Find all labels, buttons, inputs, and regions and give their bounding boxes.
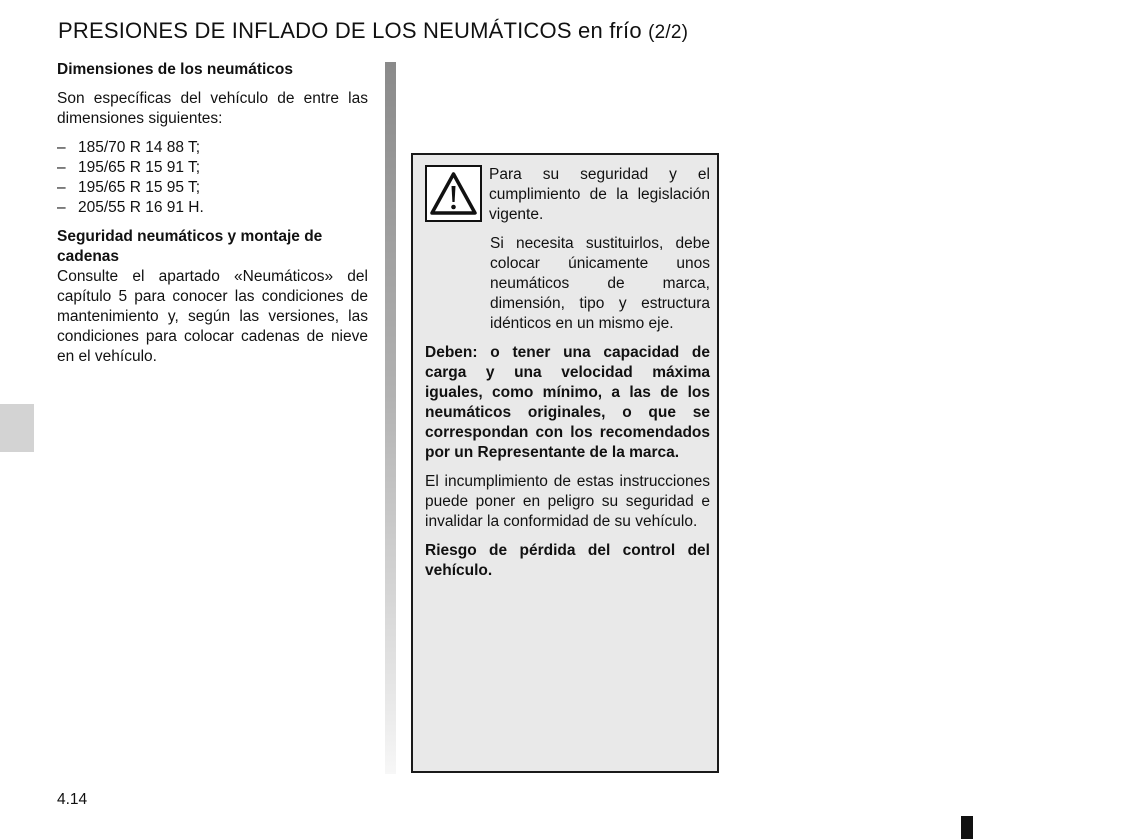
chains-heading: Seguridad neumáticos y montaje de cadenas <box>57 228 323 265</box>
page-number: 4.14 <box>57 791 88 808</box>
list-item <box>57 198 368 218</box>
left-column <box>57 60 368 367</box>
tire-dimensions-heading: Dimensiones de los neumáticos <box>57 61 294 78</box>
warning-content <box>425 165 710 581</box>
list-dash: – <box>57 139 66 156</box>
list-item <box>57 158 368 178</box>
list-dash: – <box>57 199 66 216</box>
corner-mark <box>961 816 973 839</box>
tire-size: 185/70 R 14 88 T; <box>78 139 201 156</box>
tire-size: 195/65 R 15 95 T; <box>78 179 201 196</box>
list-item <box>57 178 368 198</box>
page-title <box>58 18 688 44</box>
warning-requirements: Deben: o tener una capacidad de carga y una velocidad máxima iguales, como mínimo, a las de los neumáticos originales, o que se correspondan con los recomendados por un Representante de la marca. <box>425 344 710 461</box>
warning-box <box>411 153 719 773</box>
chains-body: Consulte el apartado «Neumáticos» del capítulo 5 para conocer las condiciones de mantenimiento y, según las versiones, las condiciones para colocar cadenas de nieve en el vehículo. <box>57 268 368 365</box>
warning-header <box>425 165 710 225</box>
tire-size: 205/55 R 16 91 H. <box>78 199 204 216</box>
page-title-main: PRESIONES DE INFLADO DE LOS NEUMÁTICOS en frío <box>58 18 642 43</box>
warning-replace-text: Si necesita sustituirlos, debe colocar únicamente unos neumáticos de marca, dimensión, tipo y estructura idénticos en un mismo eje. <box>490 235 710 332</box>
column-separator <box>385 62 396 774</box>
warning-risk: Riesgo de pérdida del control del vehículo. <box>425 542 710 579</box>
list-dash: – <box>57 179 66 196</box>
list-item <box>57 138 368 158</box>
warning-intro: Para su seguridad y el cumplimiento de la legislación vigente. <box>489 166 710 223</box>
tire-size: 195/65 R 15 91 T; <box>78 159 201 176</box>
tire-size-list <box>57 138 368 218</box>
tire-dimensions-intro: Son específicas del vehículo de entre las dimensiones siguientes: <box>57 90 368 127</box>
page-title-part: (2/2) <box>648 22 689 43</box>
list-dash: – <box>57 159 66 176</box>
warning-triangle-icon <box>425 165 482 222</box>
chapter-tab <box>0 404 34 452</box>
warning-noncompliance: El incumplimiento de estas instrucciones puede poner en peligro su seguridad e invalidar la conformidad de su vehículo. <box>425 473 710 530</box>
